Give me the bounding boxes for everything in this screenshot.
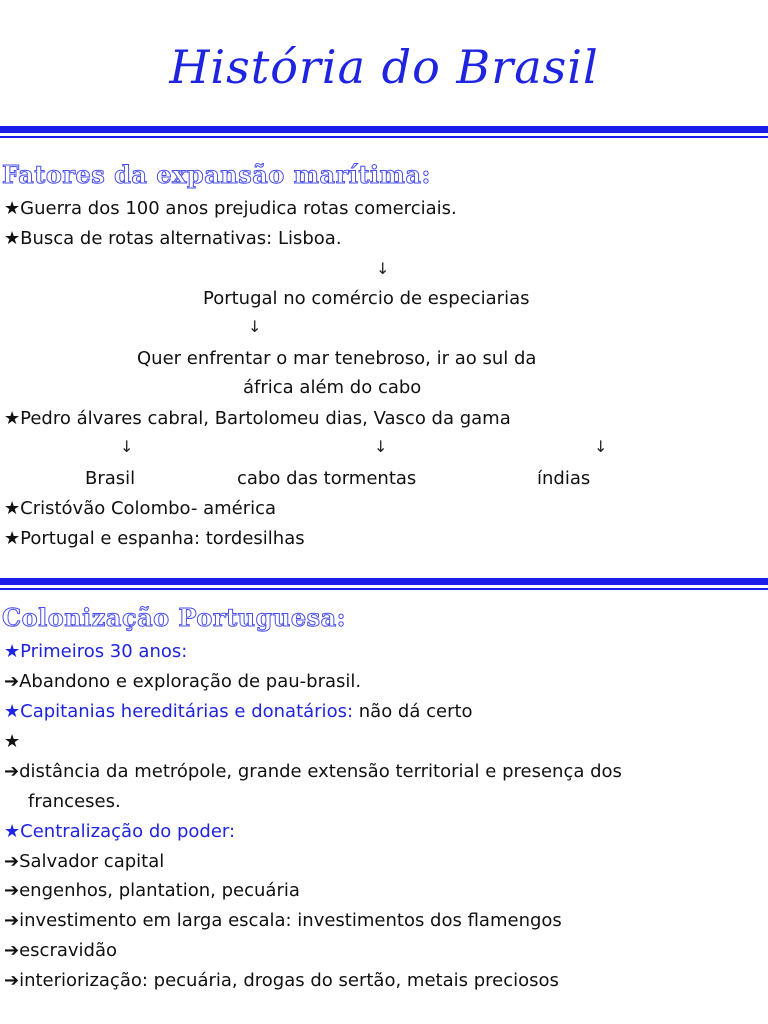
list-item-guerra: ★Guerra dos 100 anos prejudica rotas comerciais. [4, 198, 457, 219]
list-item-salvador: ➔Salvador capital [4, 851, 165, 872]
star-icon: ★ [4, 821, 21, 842]
arrow-right-icon: ➔ [4, 761, 20, 782]
list-item-engenhos: ➔engenhos, plantation, pecuária [4, 880, 300, 901]
list-item-navegadores: ★Pedro álvares cabral, Bartolomeu dias, Vasco da gama [4, 408, 511, 429]
list-item-tordesilhas: ★Portugal e espanha: tordesilhas [4, 528, 305, 549]
destination-brasil: Brasil [85, 468, 136, 489]
list-item-distancia: ➔distância da metrópole, grande extensão territorial e presença dos [4, 761, 622, 782]
list-item-quer-line1: Quer enfrentar o mar tenebroso, ir ao sul da [137, 348, 537, 369]
star-icon: ★ [4, 528, 21, 549]
arrow-right-icon: ➔ [4, 910, 20, 931]
list-item-busca: ★Busca de rotas alternativas: Lisboa. [4, 228, 342, 249]
list-item-quer-line2: áfrica além do cabo [243, 377, 422, 398]
down-arrow-icon: ↓ [594, 437, 608, 456]
list-item-colombo: ★Cristóvão Colombo- américa [4, 498, 277, 519]
section-heading-expansao: Fatores da expansão marítima: [2, 160, 431, 189]
star-icon: ★ [4, 641, 21, 662]
down-arrow-icon: ↓ [374, 437, 388, 456]
star-icon: ★ [4, 701, 21, 722]
arrow-right-icon: ➔ [4, 851, 20, 872]
list-item-portugal-comercio: Portugal no comércio de especiarias [203, 288, 530, 309]
arrow-right-icon: ➔ [4, 940, 20, 961]
star-icon: ★ [4, 228, 21, 249]
destination-indias: índias [537, 468, 591, 489]
star-icon: ★ [4, 731, 21, 752]
list-item-investimento: ➔investimento em larga escala: investimentos dos flamengos [4, 910, 562, 931]
star-icon: ★ [4, 498, 21, 519]
down-arrow-icon: ↓ [248, 317, 262, 336]
list-item-primeiros: ★Primeiros 30 anos: [4, 641, 188, 662]
list-item-abandono: ➔Abandono e exploração de pau-brasil. [4, 671, 362, 692]
list-item-interiorizacao: ➔interiorização: pecuária, drogas do sertão, metais preciosos [4, 970, 559, 991]
section-heading-colonizacao: Colonização Portuguesa: [2, 603, 347, 632]
down-arrow-icon: ↓ [376, 259, 390, 278]
down-arrow-icon: ↓ [120, 437, 134, 456]
destination-cabo: cabo das tormentas [237, 468, 417, 489]
page-title: História do Brasil [169, 40, 599, 94]
list-item-escravidao: ➔escravidão [4, 940, 117, 961]
arrow-right-icon: ➔ [4, 880, 20, 901]
list-item-distancia-line2: franceses. [28, 791, 121, 812]
list-item-capitanias: ★Capitanias hereditárias e donatários: não dá certo [4, 701, 473, 722]
star-icon: ★ [4, 198, 21, 219]
list-item-centralizacao: ★Centralização do poder: [4, 821, 236, 842]
arrow-right-icon: ➔ [4, 970, 20, 991]
list-item-empty-star [4, 731, 20, 753]
star-icon: ★ [4, 408, 21, 429]
arrow-right-icon: ➔ [4, 671, 20, 692]
